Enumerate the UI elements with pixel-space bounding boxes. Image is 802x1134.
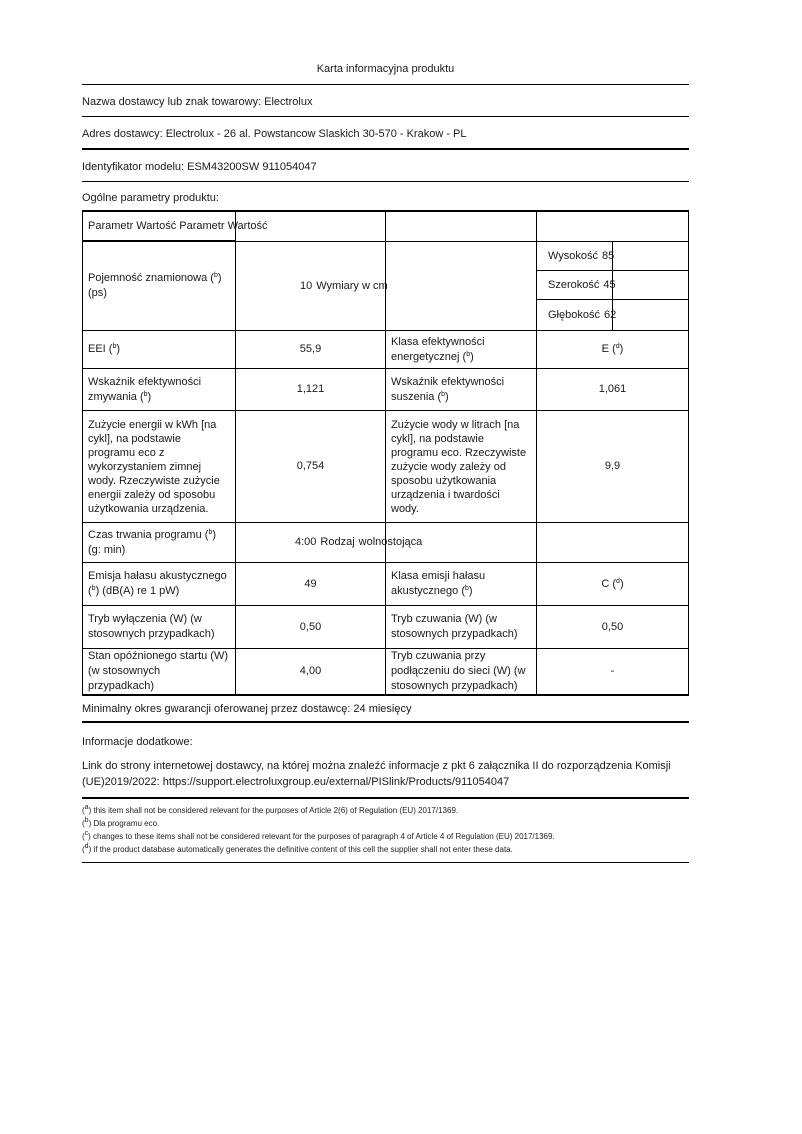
additional-info-heading: Informacje dodatkowe: (82, 736, 193, 748)
empty-cell (537, 523, 689, 563)
param-value-cell: 1,061 (537, 369, 689, 411)
capacity-value-cell (236, 242, 386, 331)
empty-cell (613, 242, 689, 271)
param-label-cell: Klasa efektywności energetycznej ($^b$) (386, 331, 537, 369)
table-header-empty (537, 212, 689, 242)
type-param-label: Rodzaj (320, 536, 355, 548)
product-information-sheet (82, 0, 689, 863)
footnote-b: ($^b$) Dla programu eco. (82, 817, 160, 828)
supplier-line (82, 85, 689, 117)
dimension-value: 62 (603, 308, 617, 321)
type-value: wolnostojąca (358, 536, 423, 548)
footnote-c: ($^c$) changes to these items shall not be considered relevant for the purposes of paragraph 4 of Article 4 of Regulation (EU) 2017/1369. (82, 830, 555, 841)
general-params-heading: Ogólne parametry produktu: (82, 192, 219, 204)
dimension-label: Głębokość (548, 308, 600, 321)
param-label-cell: Tryb wyłączenia (W) (w stosownych przypadkach) (83, 606, 236, 649)
dimension-value: 45 (603, 278, 616, 291)
page-title: Karta informacyjna produktu (82, 62, 689, 85)
table-header-cell: Parametr Wartość Parametr Wartość (83, 212, 236, 242)
param-label-cell: Tryb czuwania przy podłączeniu do sieci (W) (w stosownych przypadkach) (386, 649, 537, 696)
param-value-cell: 9,9 (537, 411, 689, 523)
capacity-value: 10 (300, 279, 313, 292)
capacity-param-label: Pojemność znamionowa ($^b$) (ps) (83, 242, 236, 331)
dimension-label: Wysokość (548, 249, 599, 262)
param-value-cell: 0,50 (236, 606, 386, 649)
table-header-empty (386, 212, 537, 242)
dimension-value: 85 (602, 249, 615, 262)
address-label: Adres dostawcy: (82, 128, 163, 140)
param-value-cell: C ($^d$) (537, 563, 689, 606)
param-label-cell: EEI ($^b$) (83, 331, 236, 369)
param-label-cell: Emisja hałasu akustycznego ($^b$) (dB(A) re 1 pW) (83, 563, 236, 606)
warranty-line (82, 696, 689, 723)
dimension-row-width (537, 271, 616, 300)
warranty-label: Minimalny okres gwarancji oferowanej przez dostawcę: (82, 703, 351, 715)
supplier-label: Nazwa dostawcy lub znak towarowy: (82, 96, 262, 108)
param-value-cell: - (537, 649, 689, 696)
address-line (82, 117, 689, 150)
address-value: Electrolux - 26 al. Powstancow Slaskich 30-570 - Krakow - PL (165, 128, 467, 140)
footnotes (82, 799, 689, 863)
dimension-row-height (537, 242, 613, 271)
param-label-cell: Klasa emisji hałasu akustycznego ($^b$) (386, 563, 537, 606)
model-label: Identyfikator modelu: (82, 161, 185, 173)
param-label-cell: Stan opóźnionego startu (W) (w stosownych przypadkach) (83, 649, 236, 696)
empty-cell (613, 300, 689, 331)
param-label-cell: Zużycie energii w kWh [na cykl], na podstawie programu eco z wykorzystaniem zimnej wody. Rzeczywiste zużycie energii zależy od sposobu użytkowania urządzenia. (83, 411, 236, 523)
dimension-row-depth (537, 300, 617, 331)
param-value-cell: 0,754 (236, 411, 386, 523)
product-parameters-table (82, 210, 689, 696)
param-value-cell: 1,121 (236, 369, 386, 411)
param-value-cell: 49 (236, 563, 386, 606)
param-label-cell: Wskaźnik efektywności zmywania ($^b$) (83, 369, 236, 411)
param-value-cell: 4,00 (236, 649, 386, 696)
supplier-value: Electrolux (264, 96, 313, 108)
supplier-link-paragraph: Link do strony internetowej dostawcy, na której można znaleźć informacje z pkt 6 załącznika II do rozporządzenia Komisji (UE)2019/2022: https://support.electroluxgroup.eu/external/PISlink/Products/911054047 (82, 750, 689, 799)
model-line (82, 150, 689, 182)
param-label-cell: Zużycie wody w litrach [na cykl], na podstawie programu eco. Rzeczywiste zużycie wody zależy od sposobu użytkowania urządzenia i twardości wody. (386, 411, 537, 523)
table-header-empty (236, 212, 386, 242)
warranty-value: 24 miesięcy (353, 703, 412, 715)
footnote-a: ($^a$) this item shall not be considered relevant for the purposes of Article 2(6) of Regulation (EU) 2017/1369. (82, 804, 459, 815)
param-value-cell: 0,50 (537, 606, 689, 649)
empty-cell (613, 271, 689, 300)
param-label-cell: Tryb czuwania (W) (w stosownych przypadkach) (386, 606, 537, 649)
empty-cell (386, 242, 537, 331)
duration-value: 4:00 (295, 536, 317, 548)
param-value-cell: 55,9 (236, 331, 386, 369)
param-label-cell: Czas trwania programu ($^b$) (g: min) (83, 523, 236, 563)
model-value: ESM43200SW 911054047 (187, 161, 317, 173)
param-label-cell: Wskaźnik efektywności suszenia ($^b$) (386, 369, 537, 411)
dimension-label: Szerokość (548, 278, 600, 291)
footnote-d: ($^d$) if the product database automatically generates the definitive content of this cell the supplier shall not enter these data. (82, 843, 513, 854)
empty-cell (386, 523, 537, 563)
dimensions-param-label: Wymiary w cm (316, 279, 388, 292)
param-value-cell: E ($^d$) (537, 331, 689, 369)
duration-value-cell (236, 523, 423, 563)
